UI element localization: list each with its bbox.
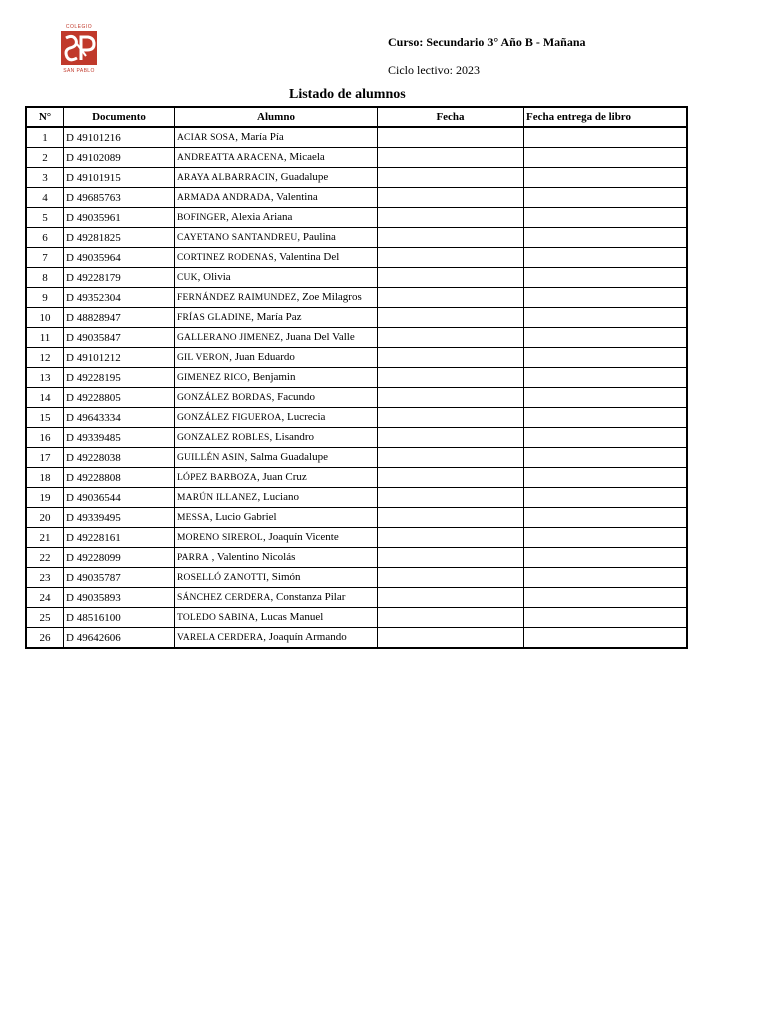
roster-body bbox=[26, 127, 687, 648]
column-header-student: Alumno bbox=[175, 107, 378, 127]
book-delivery-date-cell bbox=[524, 127, 688, 148]
student-given-name: , Olivia bbox=[197, 271, 231, 283]
book-delivery-date-cell bbox=[524, 428, 688, 448]
book-delivery-date-cell bbox=[524, 508, 688, 528]
date-cell bbox=[378, 508, 524, 528]
book-delivery-date-cell bbox=[524, 608, 688, 628]
student-given-name: , Micaela bbox=[283, 151, 325, 163]
column-header-number: N° bbox=[26, 107, 64, 127]
date-cell bbox=[378, 148, 524, 168]
document-number: D 49339485 bbox=[64, 428, 175, 448]
row-number: 5 bbox=[26, 208, 64, 228]
date-cell bbox=[378, 388, 524, 408]
course-heading: Curso: Secundario 3° Año B - Mañana bbox=[388, 35, 586, 49]
book-delivery-date-cell bbox=[524, 268, 688, 288]
student-name bbox=[175, 168, 378, 188]
table-row bbox=[26, 268, 687, 288]
document-number: D 49036544 bbox=[64, 488, 175, 508]
row-number: 13 bbox=[26, 368, 64, 388]
row-number: 19 bbox=[26, 488, 64, 508]
list-title: Listado de alumnos bbox=[289, 87, 406, 102]
student-given-name: , Salma Guadalupe bbox=[244, 451, 328, 463]
school-year: Ciclo lectivo: 2023 bbox=[388, 63, 480, 77]
student-given-name: , María Paz bbox=[251, 311, 302, 323]
student-name bbox=[175, 548, 378, 568]
book-delivery-date-cell bbox=[524, 588, 688, 608]
date-cell bbox=[378, 408, 524, 428]
table-row bbox=[26, 127, 687, 148]
date-cell bbox=[378, 228, 524, 248]
student-name bbox=[175, 328, 378, 348]
document-number: D 49685763 bbox=[64, 188, 175, 208]
student-name bbox=[175, 588, 378, 608]
column-header-document: Documento bbox=[64, 107, 175, 127]
table-row bbox=[26, 328, 687, 348]
table-row bbox=[26, 208, 687, 228]
date-cell bbox=[378, 488, 524, 508]
document-number: D 49642606 bbox=[64, 628, 175, 649]
date-cell bbox=[378, 468, 524, 488]
document-number: D 49035961 bbox=[64, 208, 175, 228]
student-surname: PARRA bbox=[177, 553, 209, 563]
table-row bbox=[26, 388, 687, 408]
student-name bbox=[175, 608, 378, 628]
table-row bbox=[26, 288, 687, 308]
student-name bbox=[175, 348, 378, 368]
logo-bottom-text: SAN PABLO bbox=[63, 68, 95, 74]
book-delivery-date-cell bbox=[524, 408, 688, 428]
row-number: 20 bbox=[26, 508, 64, 528]
student-given-name: , Constanza Pilar bbox=[270, 591, 346, 603]
book-delivery-date-cell bbox=[524, 388, 688, 408]
book-delivery-date-cell bbox=[524, 528, 688, 548]
book-delivery-date-cell bbox=[524, 228, 688, 248]
book-delivery-date-cell bbox=[524, 488, 688, 508]
student-surname: BOFINGER bbox=[177, 213, 227, 223]
student-surname: GONZÁLEZ BORDAS bbox=[177, 393, 272, 403]
table-row bbox=[26, 488, 687, 508]
document-number: D 49352304 bbox=[64, 288, 175, 308]
student-name bbox=[175, 368, 378, 388]
school-logo bbox=[58, 24, 100, 76]
student-name bbox=[175, 148, 378, 168]
date-cell bbox=[378, 448, 524, 468]
document-number: D 48516100 bbox=[64, 608, 175, 628]
row-number: 9 bbox=[26, 288, 64, 308]
student-surname: CUK bbox=[177, 273, 198, 283]
student-name bbox=[175, 528, 378, 548]
book-delivery-date-cell bbox=[524, 368, 688, 388]
book-delivery-date-cell bbox=[524, 548, 688, 568]
book-delivery-date-cell bbox=[524, 568, 688, 588]
student-name bbox=[175, 488, 378, 508]
date-cell bbox=[378, 168, 524, 188]
student-surname: FERNÁNDEZ RAIMUNDEZ bbox=[177, 293, 297, 303]
student-surname: ACIAR SOSA bbox=[177, 133, 236, 143]
table-row bbox=[26, 468, 687, 488]
row-number: 14 bbox=[26, 388, 64, 408]
table-row bbox=[26, 608, 687, 628]
student-roster-table bbox=[25, 106, 688, 649]
document-number: D 49643334 bbox=[64, 408, 175, 428]
document-number: D 49228808 bbox=[64, 468, 175, 488]
student-surname: GONZALEZ ROBLES bbox=[177, 433, 270, 443]
book-delivery-date-cell bbox=[524, 348, 688, 368]
table-row bbox=[26, 408, 687, 428]
table-row bbox=[26, 628, 687, 649]
book-delivery-date-cell bbox=[524, 448, 688, 468]
student-name bbox=[175, 408, 378, 428]
student-given-name: , Juan Cruz bbox=[256, 471, 307, 483]
student-name bbox=[175, 468, 378, 488]
student-surname: TOLEDO SABINA bbox=[177, 613, 256, 623]
student-surname: GUILLÉN ASIN bbox=[177, 453, 245, 463]
student-given-name: , Paulina bbox=[297, 231, 336, 243]
student-surname: ARMADA ANDRADA bbox=[177, 193, 271, 203]
student-surname: ANDREATTA ARACENA bbox=[177, 153, 284, 163]
student-name bbox=[175, 127, 378, 148]
student-surname: GIMENEZ RICO bbox=[177, 373, 248, 383]
row-number: 18 bbox=[26, 468, 64, 488]
student-name bbox=[175, 628, 378, 649]
student-surname: GONZÁLEZ FIGUEROA bbox=[177, 413, 282, 423]
table-row bbox=[26, 308, 687, 328]
student-given-name: , Juan Eduardo bbox=[229, 351, 295, 363]
student-surname: GIL VERON bbox=[177, 353, 230, 363]
date-cell bbox=[378, 328, 524, 348]
document-number: D 49101915 bbox=[64, 168, 175, 188]
date-cell bbox=[378, 628, 524, 649]
table-row bbox=[26, 508, 687, 528]
book-delivery-date-cell bbox=[524, 628, 688, 649]
table-row bbox=[26, 148, 687, 168]
date-cell bbox=[378, 248, 524, 268]
table-row bbox=[26, 568, 687, 588]
student-surname: GALLERANO JIMENEZ bbox=[177, 333, 281, 343]
student-surname: SÁNCHEZ CERDERA bbox=[177, 593, 271, 603]
row-number: 17 bbox=[26, 448, 64, 468]
table-row bbox=[26, 228, 687, 248]
student-name bbox=[175, 288, 378, 308]
date-cell bbox=[378, 268, 524, 288]
table-row bbox=[26, 448, 687, 468]
date-cell bbox=[378, 208, 524, 228]
row-number: 26 bbox=[26, 628, 64, 649]
student-given-name: , Joaquín Vicente bbox=[262, 531, 339, 543]
student-given-name: , Lucas Manuel bbox=[255, 611, 324, 623]
row-number: 4 bbox=[26, 188, 64, 208]
student-name bbox=[175, 228, 378, 248]
table-row bbox=[26, 168, 687, 188]
book-delivery-date-cell bbox=[524, 168, 688, 188]
student-given-name: , Valentino Nicolás bbox=[208, 551, 296, 563]
student-surname: MARÚN ILLANEZ bbox=[177, 493, 258, 503]
table-row bbox=[26, 548, 687, 568]
student-given-name: , Lucio Gabriel bbox=[209, 511, 277, 523]
book-delivery-date-cell bbox=[524, 328, 688, 348]
row-number: 22 bbox=[26, 548, 64, 568]
student-given-name: , Facundo bbox=[271, 391, 315, 403]
row-number: 1 bbox=[26, 127, 64, 148]
table-header-row bbox=[26, 107, 687, 127]
student-name bbox=[175, 448, 378, 468]
table-row bbox=[26, 248, 687, 268]
row-number: 8 bbox=[26, 268, 64, 288]
student-name bbox=[175, 268, 378, 288]
student-surname: ARAYA ALBARRACIN bbox=[177, 173, 276, 183]
row-number: 3 bbox=[26, 168, 64, 188]
date-cell bbox=[378, 588, 524, 608]
document-number: D 49035787 bbox=[64, 568, 175, 588]
document-number: D 49101212 bbox=[64, 348, 175, 368]
student-surname: CORTINEZ RODENAS bbox=[177, 253, 274, 263]
student-surname: CAYETANO SANTANDREU bbox=[177, 233, 298, 243]
student-given-name: , Luciano bbox=[257, 491, 299, 503]
document-number: D 49228099 bbox=[64, 548, 175, 568]
document-number: D 49101216 bbox=[64, 127, 175, 148]
document-number: D 49035847 bbox=[64, 328, 175, 348]
row-number: 25 bbox=[26, 608, 64, 628]
student-given-name: , Benjamin bbox=[247, 371, 296, 383]
document-number: D 49228805 bbox=[64, 388, 175, 408]
date-cell bbox=[378, 348, 524, 368]
student-name bbox=[175, 428, 378, 448]
book-delivery-date-cell bbox=[524, 248, 688, 268]
document-number: D 49035964 bbox=[64, 248, 175, 268]
book-delivery-date-cell bbox=[524, 148, 688, 168]
student-given-name: , Zoe Milagros bbox=[296, 291, 362, 303]
table-row bbox=[26, 428, 687, 448]
student-given-name: , Alexia Ariana bbox=[226, 211, 293, 223]
row-number: 15 bbox=[26, 408, 64, 428]
logo-top-text: COLEGIO bbox=[65, 24, 93, 30]
column-header-date: Fecha bbox=[378, 107, 524, 127]
table-row bbox=[26, 188, 687, 208]
student-surname: MESSA bbox=[177, 513, 210, 523]
student-given-name: , Lucrecia bbox=[281, 411, 326, 423]
row-number: 2 bbox=[26, 148, 64, 168]
student-given-name: , Simón bbox=[266, 571, 301, 583]
date-cell bbox=[378, 308, 524, 328]
table-row bbox=[26, 588, 687, 608]
student-surname: VARELA CERDERA bbox=[177, 633, 264, 643]
table-row bbox=[26, 348, 687, 368]
student-name bbox=[175, 568, 378, 588]
table-row bbox=[26, 528, 687, 548]
document-number: D 48828947 bbox=[64, 308, 175, 328]
document-number: D 49228195 bbox=[64, 368, 175, 388]
student-given-name: , María Pía bbox=[235, 131, 284, 143]
book-delivery-date-cell bbox=[524, 288, 688, 308]
student-name bbox=[175, 508, 378, 528]
date-cell bbox=[378, 188, 524, 208]
student-name bbox=[175, 388, 378, 408]
student-surname: LÓPEZ BARBOZA bbox=[177, 473, 257, 483]
document-number: D 49228038 bbox=[64, 448, 175, 468]
row-number: 21 bbox=[26, 528, 64, 548]
document-number: D 49228179 bbox=[64, 268, 175, 288]
date-cell bbox=[378, 428, 524, 448]
student-given-name: , Joaquín Armando bbox=[263, 631, 347, 643]
document-number: D 49035893 bbox=[64, 588, 175, 608]
student-name bbox=[175, 188, 378, 208]
date-cell bbox=[378, 528, 524, 548]
student-given-name: , Lisandro bbox=[269, 431, 315, 443]
row-number: 11 bbox=[26, 328, 64, 348]
document-number: D 49102089 bbox=[64, 148, 175, 168]
document-number: D 49228161 bbox=[64, 528, 175, 548]
row-number: 10 bbox=[26, 308, 64, 328]
date-cell bbox=[378, 368, 524, 388]
date-cell bbox=[378, 127, 524, 148]
row-number: 12 bbox=[26, 348, 64, 368]
book-delivery-date-cell bbox=[524, 208, 688, 228]
date-cell bbox=[378, 608, 524, 628]
table-row bbox=[26, 368, 687, 388]
column-header-book-delivery-date: Fecha entrega de libro bbox=[524, 107, 688, 127]
student-name bbox=[175, 208, 378, 228]
row-number: 24 bbox=[26, 588, 64, 608]
student-name bbox=[175, 248, 378, 268]
student-given-name: , Guadalupe bbox=[275, 171, 329, 183]
student-surname: ROSELLÓ ZANOTTI bbox=[177, 573, 267, 583]
student-given-name: , Valentina Del bbox=[273, 251, 340, 263]
school-crest-icon bbox=[60, 30, 98, 66]
student-surname: MORENO SIREROL bbox=[177, 533, 263, 543]
document-number: D 49281825 bbox=[64, 228, 175, 248]
row-number: 7 bbox=[26, 248, 64, 268]
book-delivery-date-cell bbox=[524, 308, 688, 328]
row-number: 23 bbox=[26, 568, 64, 588]
book-delivery-date-cell bbox=[524, 468, 688, 488]
student-given-name: , Juana Del Valle bbox=[280, 331, 355, 343]
row-number: 16 bbox=[26, 428, 64, 448]
student-surname: FRÍAS GLADINE bbox=[177, 313, 252, 323]
date-cell bbox=[378, 548, 524, 568]
student-name bbox=[175, 308, 378, 328]
date-cell bbox=[378, 568, 524, 588]
book-delivery-date-cell bbox=[524, 188, 688, 208]
date-cell bbox=[378, 288, 524, 308]
row-number: 6 bbox=[26, 228, 64, 248]
student-given-name: , Valentina bbox=[270, 191, 318, 203]
document-number: D 49339495 bbox=[64, 508, 175, 528]
